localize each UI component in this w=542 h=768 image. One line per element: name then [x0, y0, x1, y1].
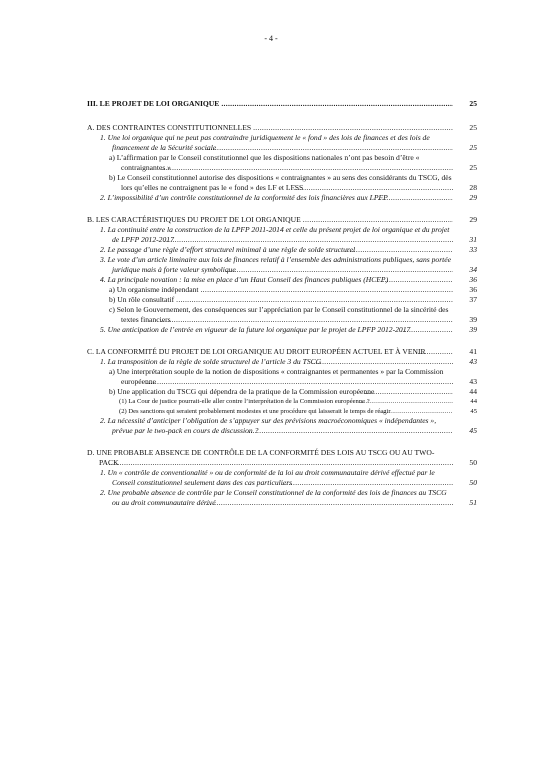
toc-entry-section-c[interactable]	[87, 347, 477, 357]
toc-entry-page: 43	[453, 377, 477, 387]
toc-entry-page: 25	[453, 163, 477, 173]
toc-entry-page: 36	[453, 285, 477, 295]
toc-entry-page: 36	[453, 275, 477, 285]
toc-entry-text: C. LA CONFORMITÉ DU PROJET DE LOI ORGANIQUE AU DROIT EUROPÉEN ACTUEL ET À VENIR	[87, 347, 426, 356]
toc-entry-b-4-a[interactable]	[87, 285, 477, 295]
toc-entry-page: 34	[453, 265, 477, 275]
toc-entry-text: 2. L’impossibilité d’un contrôle constitutionnel de la conformité des lois financières aux LPFP	[100, 193, 388, 202]
toc-entry-b-4-c[interactable]	[87, 305, 477, 325]
toc-entry-c-1[interactable]	[87, 357, 477, 367]
toc-entry-text: 1. Un « contrôle de conventionalité » ou de conformité de la loi au droit communautaire dérivé effectué par le Conseil constitutionnel seulement dans des cas particuliers	[100, 468, 435, 487]
toc-entry-section-a[interactable]	[87, 123, 477, 133]
toc-entry-section-b[interactable]	[87, 215, 477, 225]
toc-entry-page: 41	[453, 347, 477, 357]
toc-entry-page: 45	[453, 407, 477, 417]
toc-entry-text: a) L’affirmation par le Conseil constitutionnel que les dispositions nationales n’ont pas besoin d’être « contraignantes »	[109, 153, 420, 172]
toc-entry-c-1-b[interactable]	[87, 387, 477, 397]
toc-entry-a-2[interactable]	[87, 193, 477, 203]
toc-entry-text: 3. Le vote d’un article liminaire aux lois de finances relatif à l’ensemble des administrations publiques, sans portée juridique mais à forte valeur symbolique	[100, 255, 452, 274]
toc-entry-b-4-b[interactable]	[87, 295, 477, 305]
toc-entry-page: 25	[453, 143, 477, 153]
toc-entry-text: a) Une interprétation souple de la notion de dispositions « contraignantes et permanentes » par la Commission européenne	[109, 367, 444, 386]
toc-entry-a-1[interactable]	[87, 133, 477, 153]
toc-entry-part-iii[interactable]	[87, 99, 477, 109]
toc-entry-text: 2. Une probable absence de contrôle par le Conseil constitutionnel de la conformité des lois de finances au TSCG ou au droit communautaire dérivé	[100, 488, 447, 507]
toc-entry-c-1-b-2[interactable]	[87, 407, 477, 417]
toc-entry-text: b) Un rôle consultatif	[109, 295, 175, 304]
toc-entry-page: 33	[453, 245, 477, 255]
toc-entry-d-2[interactable]	[87, 488, 477, 508]
toc-entry-page: 25	[453, 123, 477, 133]
toc-entry-page: 25	[453, 99, 477, 109]
toc-entry-d-1[interactable]	[87, 468, 477, 488]
toc-entry-text: a) Un organisme indépendant	[109, 285, 199, 294]
toc-entry-page: 29	[453, 215, 477, 225]
toc-entry-c-1-a[interactable]	[87, 367, 477, 387]
toc-entry-page: 50	[453, 458, 477, 468]
toc-entry-page: 43	[453, 357, 477, 367]
toc-entry-text: B. LES CARACTÉRISTIQUES DU PROJET DE LOI ORGANIQUE	[87, 215, 301, 224]
toc-entry-text: 5. Une anticipation de l’entrée en vigueur de la future loi organique par le projet de LPFP 2012-2017	[100, 325, 411, 334]
page-number: - 4 -	[264, 34, 278, 43]
toc-entry-b-2[interactable]	[87, 245, 477, 255]
toc-entry-text: (2) Des sanctions qui seraient probablement modestes et une procédure qui laisserait le temps de réagir	[119, 407, 391, 415]
toc-entry-page: 29	[453, 193, 477, 203]
toc-entry-text: 2. Le passage d’une règle d’effort structurel minimal à une règle de solde structurel	[100, 245, 356, 254]
toc-entry-a-1-a[interactable]	[87, 153, 477, 173]
toc-entry-text: 4. La principale novation : la mise en place d’un Haut Conseil des finances publiques (HCFP)	[100, 275, 389, 284]
toc-entry-page: 44	[453, 387, 477, 397]
toc-entry-page: 39	[453, 315, 477, 325]
toc-entry-text: III. LE PROJET DE LOI ORGANIQUE	[87, 99, 220, 108]
toc-entry-text: D. UNE PROBABLE ABSENCE DE CONTRÔLE DE LA CONFORMITÉ DES LOIS AU TSCG OU AU TWO-PACK	[87, 448, 435, 467]
toc-entry-b-1[interactable]	[87, 225, 477, 245]
toc-entry-b-3[interactable]	[87, 255, 477, 275]
toc-entry-b-4[interactable]	[87, 275, 477, 285]
toc-entry-text: b) Le Conseil constitutionnel autorise des dispositions « contraignantes » au sens des considérants du TSCG, dès lors qu’elles ne contraignent pas le « fond » des LF et LFSS	[109, 173, 452, 192]
toc-entry-page: 39	[453, 325, 477, 335]
toc-entry-text: 1. La transposition de la règle de solde structurel de l’article 3 du TSCG	[100, 357, 322, 366]
toc-entry-page: 44	[453, 397, 477, 407]
toc-entry-text: 1. Une loi organique qui ne peut pas contraindre juridiquement le « fond » des lois de finances et des lois de financement de la Sécurité sociale	[100, 133, 430, 152]
toc-entry-page: 37	[453, 295, 477, 305]
toc-entry-a-1-b[interactable]	[87, 173, 477, 193]
toc-entry-text: b) Une application du TSCG qui dépendra de la pratique de la Commission européenne	[109, 387, 375, 396]
toc-entry-text: A. DES CONTRAINTES CONSTITUTIONNELLES	[87, 123, 252, 132]
toc-entry-text: 2. La nécessité d’anticiper l’obligation de s’appuyer sur des prévisions macroéconomiques « indépendantes », prévue par le two-pack en cours de discussion ?	[100, 416, 437, 435]
toc-entry-page: 45	[453, 426, 477, 436]
toc-entry-text: c) Selon le Gouvernement, des conséquences sur l’appréciation par le Conseil constitutionnel de la sincérité des textes financiers	[109, 305, 449, 324]
toc-entry-c-2[interactable]	[87, 416, 477, 436]
table-of-contents	[87, 99, 477, 508]
toc-entry-page: 28	[453, 183, 477, 193]
toc-entry-b-5[interactable]	[87, 325, 477, 335]
toc-entry-c-1-b-1[interactable]	[87, 397, 477, 407]
toc-entry-page: 51	[453, 498, 477, 508]
toc-entry-section-d[interactable]	[87, 448, 477, 468]
toc-entry-page: 31	[453, 235, 477, 245]
toc-entry-page: 50	[453, 478, 477, 488]
toc-entry-text: 1. La continuité entre la construction de la LPFP 2011-2014 et celle du présent projet de loi organique et du projet de LPFP 2012-2017	[100, 225, 450, 244]
toc-entry-text: (1) La Cour de justice pourrait-elle aller contre l’interprétation de la Commission européenne ?	[119, 398, 370, 405]
